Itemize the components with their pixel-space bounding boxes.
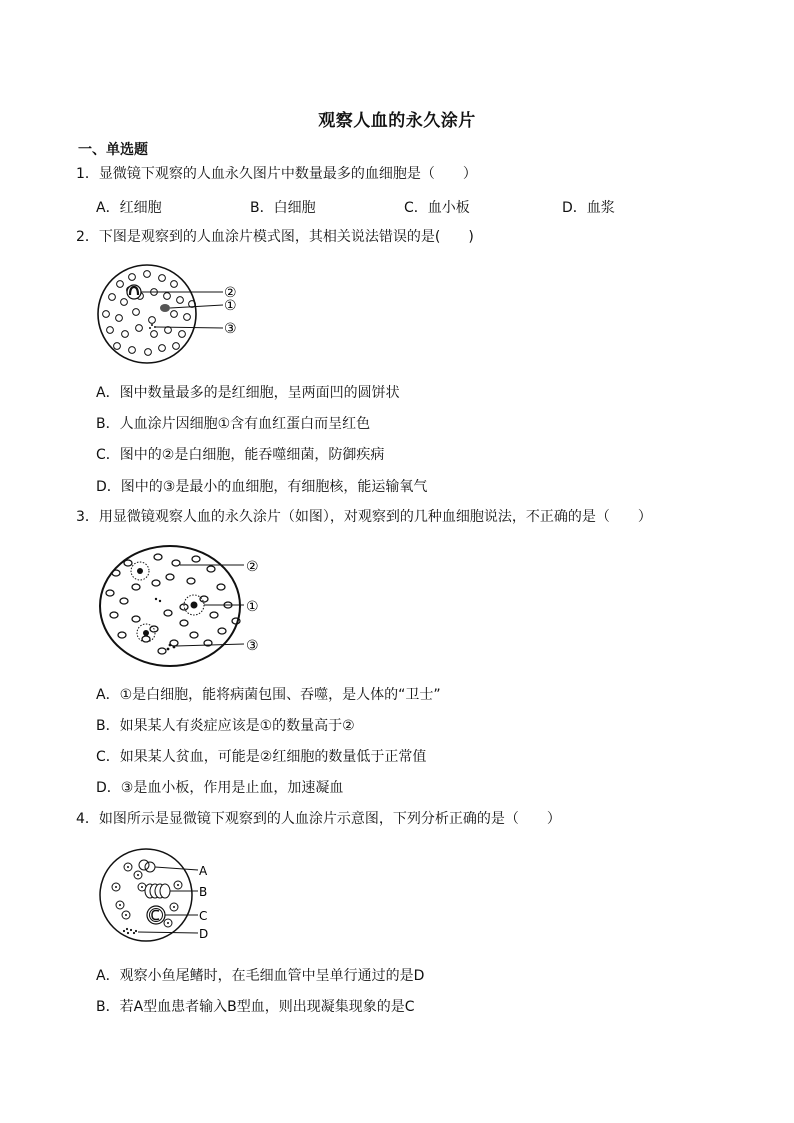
page-title: 观察人血的永久涂片	[318, 111, 476, 131]
q2-label-3: ③	[224, 321, 237, 337]
q4-label-a: A	[199, 864, 208, 878]
question-2-stem: 2．下图是观察到的人血涂片模式图，其相关说法错误的是( )	[76, 229, 474, 245]
question-2-option-c[interactable]: C．图中的②是白细胞，能吞噬细菌，防御疾病	[96, 447, 385, 463]
question-1-stem: 1．显微镜下观察的人血永久图片中数量最多的血细胞是（ ）	[76, 166, 477, 182]
question-4-option-b[interactable]: B．若A型血患者输入B型血，则出现凝集现象的是C	[96, 999, 415, 1015]
question-4-option-a[interactable]: A．观察小鱼尾鳍时，在毛细血管中呈单行通过的是D	[96, 968, 425, 984]
section-heading: 一、单选题	[78, 142, 148, 158]
q3-label-1: ①	[246, 599, 259, 615]
figure-q3-blood-smear	[96, 543, 271, 668]
question-1-option-d[interactable]: D．血浆	[562, 200, 615, 216]
question-2-option-a[interactable]: A．图中数量最多的是红细胞，呈两面凹的圆饼状	[96, 385, 400, 401]
q2-label-2: ②	[224, 285, 237, 301]
question-3-option-c[interactable]: C．如果某人贫血，可能是②红细胞的数量低于正常值	[96, 749, 427, 765]
question-2-option-d[interactable]: D．图中的③是最小的血细胞，有细胞核，能运输氧气	[96, 479, 428, 495]
question-1-option-c[interactable]: C．血小板	[404, 200, 470, 216]
q4-label-d: D	[199, 927, 209, 941]
question-1-option-b[interactable]: B．白细胞	[250, 200, 316, 216]
question-4-stem: 4．如图所示是显微镜下观察到的人血涂片示意图，下列分析正确的是（ ）	[76, 811, 561, 827]
q2-label-1: ①	[224, 298, 237, 314]
q4-label-c: C	[199, 909, 208, 923]
question-3-option-d[interactable]: D．③是血小板，作用是止血，加速凝血	[96, 780, 344, 796]
question-3-option-a[interactable]: A．①是白细胞，能将病菌包围、吞噬，是人体的“卫士”	[96, 687, 441, 703]
question-3-stem: 3．用显微镜观察人血的永久涂片（如图），对观察到的几种血细胞说法，不正确的是（ ）	[76, 509, 652, 525]
q3-label-3: ③	[246, 638, 259, 654]
question-2-option-b[interactable]: B．人血涂片因细胞①含有血红蛋白而呈红色	[96, 416, 371, 432]
question-3-option-b[interactable]: B．如果某人有炎症应该是①的数量高于②	[96, 718, 355, 734]
figure-q2-blood-smear	[92, 262, 252, 372]
figure-q4-blood-smear	[98, 845, 218, 945]
q4-label-b: B	[199, 885, 208, 899]
question-1-option-a[interactable]: A．红细胞	[96, 200, 162, 216]
q3-label-2: ②	[246, 559, 259, 575]
